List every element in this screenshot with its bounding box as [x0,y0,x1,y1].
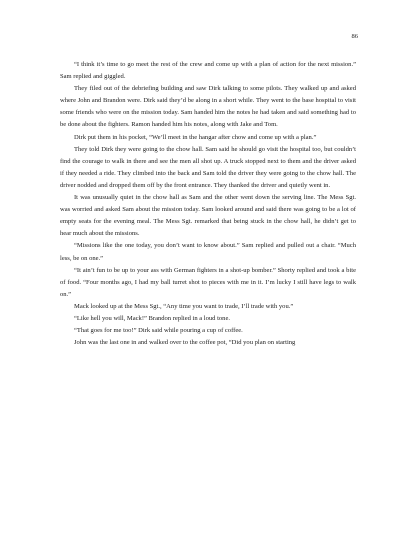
paragraph: They filed out of the debriefing building and saw Dirk talking to some pilots. They walked up and asked where John and Brandon were. Dirk said they’d be along in a short while. They went to the base hospital to visit some friends who were on the mission today. Sam handed him the notes he had taken and said something had to be done about the fighters. Ramon handed him his notes, along with Jake and Tom. [60,85,356,129]
paragraph: “Missions like the one today, you don’t want to know about.” Sam replied and pulled out a chair. “Much less, be on one.” [60,242,356,262]
text-body [60,59,356,349]
paragraph: John was the last one in and walked over to the coffee pot, “Did you plan on starting [74,339,296,347]
paragraph: “That goes for me too!” Dirk said while pouring a cup of coffee. [74,327,243,335]
paragraph: They told Dirk they were going to the chow hall. Sam said he should go visit the hospital too, but couldn’t find the courage to walk in there and see the men all shot up. A truck stopped next to them and the driver asked if they needed a ride. They climbed into the back and Sam told the driver they were going to the chow hall. The driver nodded and dropped them off by the front entrance. They thanked the driver and quietly went in. [60,145,356,189]
paragraph: “I think it’s time to go meet the rest of the crew and come up with a plan of action for the next mission.” Sam replied and giggled. [60,61,356,81]
paragraph: Mack looked up at the Mess Sgt., “Any time you want to trade, I’ll trade with you.” [74,302,294,310]
paragraph: “It ain’t fun to be up to your ass with German fighters in a shot-up bomber.” Shorty replied and took a bite of food. “Four months ago, I had my ball turret shot to pieces with me in it. I’m lucky I still have legs to walk on.” [60,266,356,298]
page-number: 86 [351,33,358,40]
paragraph: “Like hell you will, Mack!” Brandon replied in a loud tone. [74,314,230,322]
paragraph: Dirk put them in his pocket, “We’ll meet in the hangar after chow and come up with a plan.” [74,133,317,141]
paragraph: It was unusually quiet in the chow hall as Sam and the other went down the serving line. The Mess Sgt. was worried and asked Sam about the mission today. Sam looked around and said there was going to be a lot of empty seats for the evening meal. The Mess Sgt. remarked that being stuck in the chow hall, he didn’t get to hear much about the missions. [60,194,356,238]
